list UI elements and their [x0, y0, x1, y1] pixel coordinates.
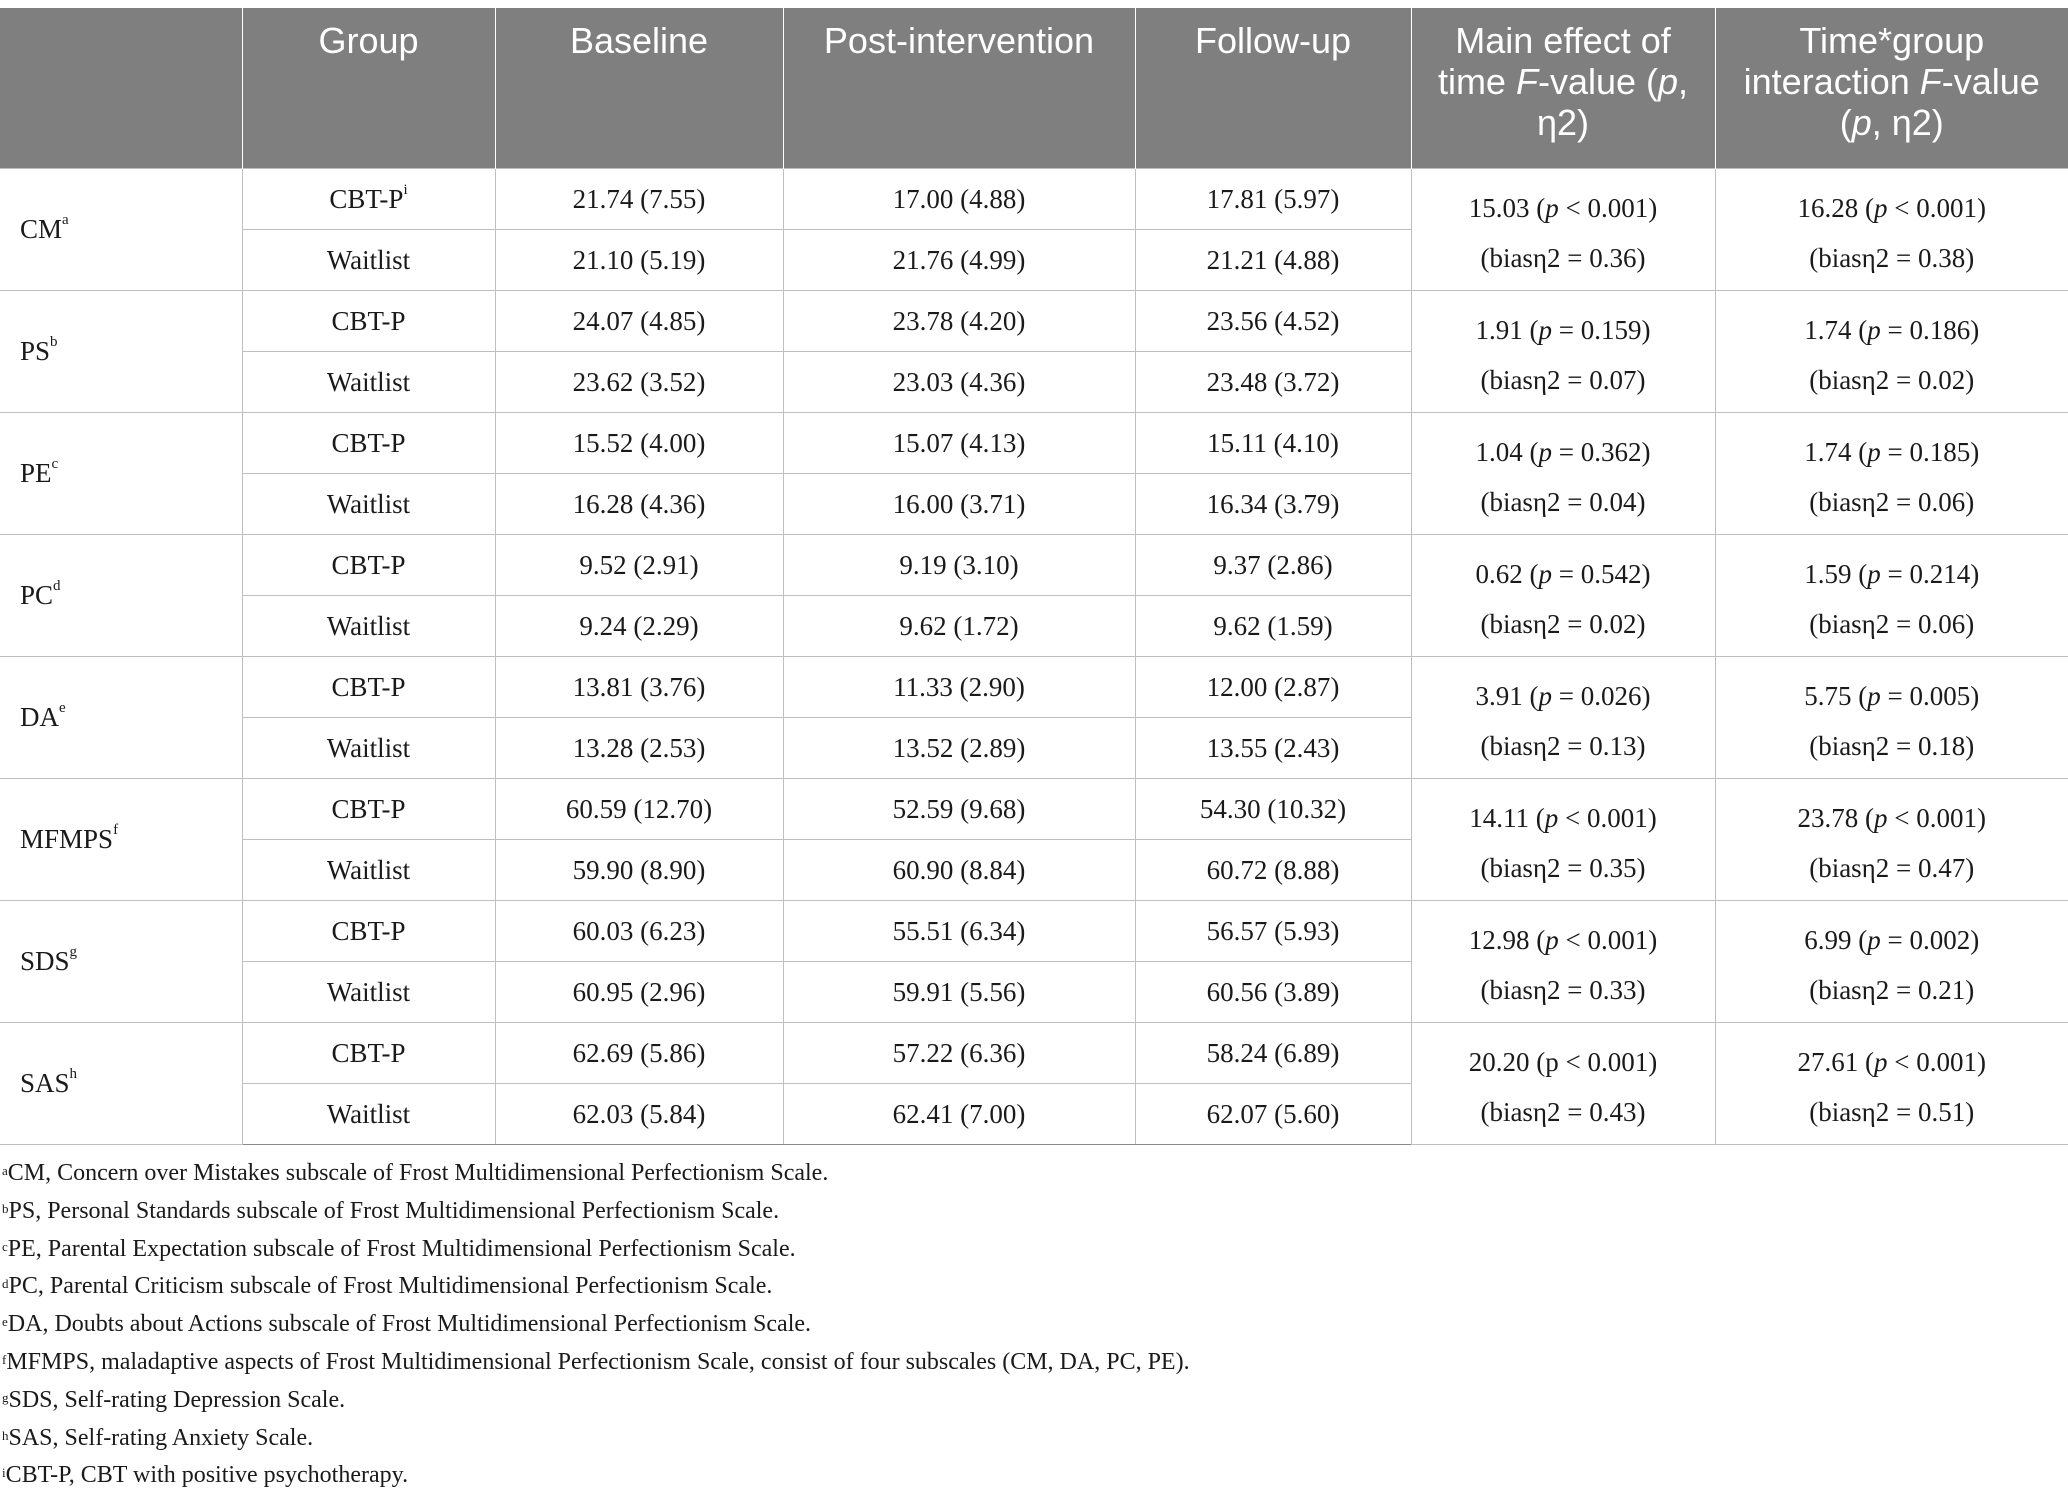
- score-cell-post: 9.19 (3.10): [783, 535, 1135, 596]
- footnote: [2, 1457, 2042, 1495]
- outcome-measure-name: MFMPS: [20, 824, 114, 854]
- score-cell-followup: 60.56 (3.89): [1135, 962, 1411, 1023]
- p-value: = 0.542): [1552, 559, 1651, 589]
- group-name: CBT-P: [329, 183, 404, 214]
- effect-size: (biasη2 = 0.06): [1809, 609, 1975, 639]
- interaction-cell: [1715, 779, 2068, 901]
- score-cell-baseline: 60.95 (2.96): [495, 962, 783, 1023]
- p-value: < 0.001): [1887, 803, 1986, 833]
- score-cell-followup: 9.37 (2.86): [1135, 535, 1411, 596]
- score-cell-baseline: 60.59 (12.70): [495, 779, 783, 840]
- p-symbol: p: [1874, 1047, 1888, 1077]
- score-cell-post: 15.07 (4.13): [783, 413, 1135, 474]
- outcome-measure-name: DA: [20, 702, 59, 732]
- group-cell: [242, 169, 495, 230]
- footnote-marker: i: [2, 1465, 6, 1481]
- score-cell-followup: 58.24 (6.89): [1135, 1023, 1411, 1084]
- outcome-measure-cell: [0, 291, 242, 413]
- p-symbol: p: [1867, 925, 1881, 955]
- footnote-text: PC, Parental Criticism subscale of Frost Multidimensional Perfectionism Scale.: [8, 1273, 773, 1300]
- score-cell-followup: 15.11 (4.10): [1135, 413, 1411, 474]
- footnote-marker: h: [2, 1427, 9, 1443]
- score-cell-post: 23.03 (4.36): [783, 352, 1135, 413]
- score-cell-baseline: 23.62 (3.52): [495, 352, 783, 413]
- effect-size: (biasη2 = 0.36): [1480, 243, 1646, 273]
- score-cell-baseline: 59.90 (8.90): [495, 840, 783, 901]
- f-value: 1.04 (: [1475, 437, 1539, 467]
- f-value: 1.91 (: [1475, 315, 1539, 345]
- table-row-cbt-p: [0, 291, 2068, 352]
- f-value: 27.61 (: [1797, 1047, 1875, 1077]
- header-group: Group: [242, 8, 495, 169]
- score-cell-post: 55.51 (6.34): [783, 901, 1135, 962]
- interaction-cell: [1715, 291, 2068, 413]
- p-symbol: p: [1867, 559, 1881, 589]
- footnote-marker: e: [2, 1314, 8, 1330]
- outcome-measure-cell: [0, 413, 242, 535]
- p-symbol: p: [1538, 437, 1553, 467]
- f-value: 3.91 (: [1475, 681, 1539, 711]
- interaction-cell: [1715, 169, 2068, 291]
- score-cell-followup: 9.62 (1.59): [1135, 596, 1411, 657]
- score-cell-baseline: 9.52 (2.91): [495, 535, 783, 596]
- footnote-marker: d: [53, 578, 61, 594]
- footnote: [2, 1382, 2042, 1420]
- table-row-cbt-p: [0, 169, 2068, 230]
- footnote-text: CM, Concern over Mistakes subscale of Frost Multidimensional Perfectionism Scale.: [7, 1160, 829, 1186]
- outcome-measure-cell: [0, 1023, 242, 1145]
- interaction-cell: [1715, 901, 2068, 1023]
- score-cell-baseline: 62.69 (5.86): [495, 1023, 783, 1084]
- footnote-marker: g: [69, 944, 78, 960]
- p-value: = 0.362): [1552, 437, 1651, 467]
- score-cell-followup: 12.00 (2.87): [1135, 657, 1411, 718]
- interaction-cell: [1715, 413, 2068, 535]
- outcome-measure-cell: [0, 535, 242, 657]
- p-symbol: p: [1545, 925, 1559, 955]
- outcome-measure-name: SAS: [20, 1068, 70, 1098]
- f-value: 20.20 (: [1468, 1047, 1546, 1077]
- score-cell-baseline: 21.10 (5.19): [495, 230, 783, 291]
- footnote-marker: g: [2, 1389, 9, 1405]
- effect-size: (biasη2 = 0.04): [1480, 487, 1646, 517]
- p-value: < 0.001): [1887, 1047, 1986, 1077]
- footnote: [2, 1344, 2042, 1382]
- footnote-text: SDS, Self-rating Depression Scale.: [8, 1386, 346, 1413]
- outcome-measure-name: PS: [20, 336, 51, 366]
- group-name: CBT-P: [331, 549, 406, 580]
- score-cell-post: 57.22 (6.36): [783, 1023, 1135, 1084]
- score-cell-post: 11.33 (2.90): [783, 657, 1135, 718]
- footnote-marker: h: [69, 1066, 78, 1082]
- footnote-text: DA, Doubts about Actions subscale of Frost Multidimensional Perfectionism Scale.: [7, 1311, 812, 1338]
- f-value: 12.98 (: [1468, 925, 1546, 955]
- score-cell-post: 23.78 (4.20): [783, 291, 1135, 352]
- effect-size: (biasη2 = 0.51): [1809, 1097, 1975, 1127]
- main-effect-time-cell: [1411, 535, 1715, 657]
- group-cell: Waitlist: [242, 962, 495, 1023]
- footnote-text: PE, Parental Expectation subscale of Frost Multidimensional Perfectionism Scale.: [7, 1235, 796, 1262]
- outcome-measure-cell: [0, 779, 242, 901]
- score-cell-baseline: 15.52 (4.00): [495, 413, 783, 474]
- outcome-measure-name: PE: [20, 458, 52, 488]
- effect-size: (biasη2 = 0.47): [1809, 853, 1975, 883]
- table-row-cbt-p: [0, 901, 2068, 962]
- group-cell: [242, 1023, 495, 1084]
- p-value: < 0.001): [1558, 1047, 1658, 1077]
- score-cell-baseline: 24.07 (4.85): [495, 291, 783, 352]
- p-symbol: p: [1867, 681, 1881, 711]
- group-cell: [242, 291, 495, 352]
- table-footnotes: [2, 1155, 2042, 1495]
- effect-size: (biasη2 = 0.38): [1809, 243, 1975, 273]
- p-value: = 0.159): [1552, 315, 1651, 345]
- footnote: [2, 1306, 2042, 1344]
- score-cell-followup: 21.21 (4.88): [1135, 230, 1411, 291]
- footnote-text: SAS, Self-rating Anxiety Scale.: [8, 1424, 314, 1451]
- interaction-cell: [1715, 1023, 2068, 1145]
- group-name: CBT-P: [331, 305, 406, 336]
- p-value: = 0.005): [1880, 681, 1980, 711]
- p-symbol: p: [1874, 193, 1888, 223]
- p-value: = 0.002): [1880, 925, 1980, 955]
- f-value: 23.78 (: [1797, 803, 1875, 833]
- group-cell: [242, 413, 495, 474]
- footnote: [2, 1193, 2042, 1231]
- footnote-marker: b: [50, 334, 58, 350]
- score-cell-post: 16.00 (3.71): [783, 474, 1135, 535]
- group-cell: Waitlist: [242, 840, 495, 901]
- effect-size: (biasη2 = 0.02): [1809, 365, 1975, 395]
- score-cell-post: 13.52 (2.89): [783, 718, 1135, 779]
- group-cell: [242, 657, 495, 718]
- header-blank: [0, 8, 242, 169]
- header-main-effect-time: Main effect of time F-value (p, η2): [1411, 8, 1715, 169]
- header-follow-up: Follow-up: [1135, 8, 1411, 169]
- p-value: < 0.001): [1558, 193, 1658, 223]
- group-cell: [242, 779, 495, 840]
- group-name: CBT-P: [331, 427, 406, 458]
- main-effect-time-cell: [1411, 413, 1715, 535]
- group-cell: Waitlist: [242, 230, 495, 291]
- outcome-measure-cell: [0, 657, 242, 779]
- p-symbol: p: [1538, 681, 1553, 711]
- score-cell-followup: 56.57 (5.93): [1135, 901, 1411, 962]
- table-row-cbt-p: [0, 535, 2068, 596]
- score-cell-followup: 62.07 (5.60): [1135, 1084, 1411, 1145]
- footnote: [2, 1231, 2042, 1269]
- group-name: CBT-P: [331, 915, 406, 946]
- header-post-intervention: Post-intervention: [783, 8, 1135, 169]
- p-value: = 0.026): [1552, 681, 1651, 711]
- score-cell-post: 59.91 (5.56): [783, 962, 1135, 1023]
- outcome-measure-name: CM: [20, 214, 63, 244]
- footnote: [2, 1268, 2042, 1306]
- table-row-cbt-p: [0, 1023, 2068, 1084]
- table-body: [0, 169, 2068, 1145]
- score-cell-baseline: 21.74 (7.55): [495, 169, 783, 230]
- score-cell-followup: 60.72 (8.88): [1135, 840, 1411, 901]
- group-name: CBT-P: [331, 1037, 406, 1068]
- footnote-marker: a: [2, 1163, 8, 1178]
- p-value: < 0.001): [1887, 193, 1986, 223]
- main-effect-time-cell: [1411, 291, 1715, 413]
- score-cell-baseline: 60.03 (6.23): [495, 901, 783, 962]
- p-value: = 0.185): [1880, 437, 1980, 467]
- p-value: < 0.001): [1558, 925, 1658, 955]
- p-symbol: p: [1538, 315, 1553, 345]
- footnote-marker: f: [2, 1351, 7, 1367]
- f-value: 15.03 (: [1468, 193, 1546, 223]
- effect-size: (biasη2 = 0.33): [1480, 975, 1646, 1005]
- score-cell-followup: 16.34 (3.79): [1135, 474, 1411, 535]
- footnote-marker: b: [2, 1200, 9, 1216]
- footnote-marker: c: [2, 1238, 8, 1254]
- group-name: CBT-P: [331, 793, 406, 824]
- main-effect-time-cell: [1411, 779, 1715, 901]
- f-value: 1.74 (: [1804, 437, 1868, 467]
- p-symbol: p: [1874, 803, 1888, 833]
- footnote-marker: i: [403, 181, 408, 198]
- score-cell-followup: 17.81 (5.97): [1135, 169, 1411, 230]
- interaction-cell: [1715, 535, 2068, 657]
- header-baseline: Baseline: [495, 8, 783, 169]
- score-cell-baseline: 16.28 (4.36): [495, 474, 783, 535]
- p-symbol: p: [1545, 1047, 1559, 1077]
- group-cell: [242, 535, 495, 596]
- group-cell: [242, 901, 495, 962]
- score-cell-post: 62.41 (7.00): [783, 1084, 1135, 1145]
- header-row: [0, 8, 2068, 169]
- f-value: 6.99 (: [1804, 925, 1868, 955]
- p-value: < 0.001): [1558, 803, 1657, 833]
- outcome-measure-cell: [0, 169, 242, 291]
- footnote-text: PS, Personal Standards subscale of Frost Multidimensional Perfectionism Scale.: [8, 1197, 780, 1224]
- effect-size: (biasη2 = 0.43): [1480, 1097, 1646, 1127]
- table-row-cbt-p: [0, 779, 2068, 840]
- f-value: 1.74 (: [1804, 315, 1868, 345]
- footnote: [2, 1420, 2042, 1458]
- interaction-cell: [1715, 657, 2068, 779]
- f-value: 14.11 (: [1469, 803, 1545, 833]
- p-symbol: p: [1544, 803, 1559, 833]
- outcome-measure-name: SDS: [20, 946, 70, 976]
- f-value: 16.28 (: [1797, 193, 1875, 223]
- p-symbol: p: [1867, 315, 1881, 345]
- outcome-measure-cell: [0, 901, 242, 1023]
- p-symbol: p: [1545, 193, 1559, 223]
- group-cell: Waitlist: [242, 474, 495, 535]
- p-value: = 0.186): [1880, 315, 1980, 345]
- results-table: [0, 8, 2068, 1145]
- footnote-marker: a: [62, 212, 69, 228]
- effect-size: (biasη2 = 0.18): [1809, 731, 1975, 761]
- f-value: 5.75 (: [1804, 681, 1868, 711]
- score-cell-followup: 13.55 (2.43): [1135, 718, 1411, 779]
- header-time-group-interaction: Time*group interaction F-value (p, η2): [1715, 8, 2068, 169]
- main-effect-time-cell: [1411, 657, 1715, 779]
- group-cell: Waitlist: [242, 1084, 495, 1145]
- score-cell-post: 21.76 (4.99): [783, 230, 1135, 291]
- score-cell-followup: 23.48 (3.72): [1135, 352, 1411, 413]
- table-row-cbt-p: [0, 413, 2068, 474]
- score-cell-post: 52.59 (9.68): [783, 779, 1135, 840]
- outcome-measure-name: PC: [20, 580, 54, 610]
- footnote: [2, 1155, 2042, 1193]
- footnote-text: CBT-P, CBT with positive psychotherapy.: [5, 1462, 409, 1489]
- footnote-marker: f: [113, 822, 119, 838]
- footnote-text: MFMPS, maladaptive aspects of Frost Multidimensional Perfectionism Scale, consist of four subscales (CM, DA, PC, PE).: [6, 1348, 1190, 1375]
- group-cell: Waitlist: [242, 718, 495, 779]
- group-cell: Waitlist: [242, 352, 495, 413]
- score-cell-baseline: 9.24 (2.29): [495, 596, 783, 657]
- score-cell-followup: 54.30 (10.32): [1135, 779, 1411, 840]
- table-row-cbt-p: [0, 657, 2068, 718]
- p-symbol: p: [1867, 437, 1881, 467]
- effect-size: (biasη2 = 0.21): [1809, 975, 1975, 1005]
- group-cell: Waitlist: [242, 596, 495, 657]
- score-cell-followup: 23.56 (4.52): [1135, 291, 1411, 352]
- f-value: 0.62 (: [1475, 559, 1539, 589]
- effect-size: (biasη2 = 0.13): [1480, 731, 1646, 761]
- score-cell-post: 17.00 (4.88): [783, 169, 1135, 230]
- footnote-marker: e: [59, 700, 66, 716]
- score-cell-baseline: 62.03 (5.84): [495, 1084, 783, 1145]
- p-value: = 0.214): [1880, 559, 1980, 589]
- p-symbol: p: [1538, 559, 1553, 589]
- main-effect-time-cell: [1411, 169, 1715, 291]
- effect-size: (biasη2 = 0.35): [1480, 853, 1646, 883]
- score-cell-post: 9.62 (1.72): [783, 596, 1135, 657]
- footnote-marker: d: [2, 1276, 9, 1292]
- score-cell-post: 60.90 (8.84): [783, 840, 1135, 901]
- effect-size: (biasη2 = 0.06): [1809, 487, 1975, 517]
- main-effect-time-cell: [1411, 1023, 1715, 1145]
- group-name: CBT-P: [331, 671, 406, 702]
- f-value: 1.59 (: [1804, 559, 1868, 589]
- score-cell-baseline: 13.28 (2.53): [495, 718, 783, 779]
- score-cell-baseline: 13.81 (3.76): [495, 657, 783, 718]
- footnote-marker: c: [51, 456, 59, 472]
- main-effect-time-cell: [1411, 901, 1715, 1023]
- effect-size: (biasη2 = 0.07): [1480, 365, 1646, 395]
- effect-size: (biasη2 = 0.02): [1480, 609, 1646, 639]
